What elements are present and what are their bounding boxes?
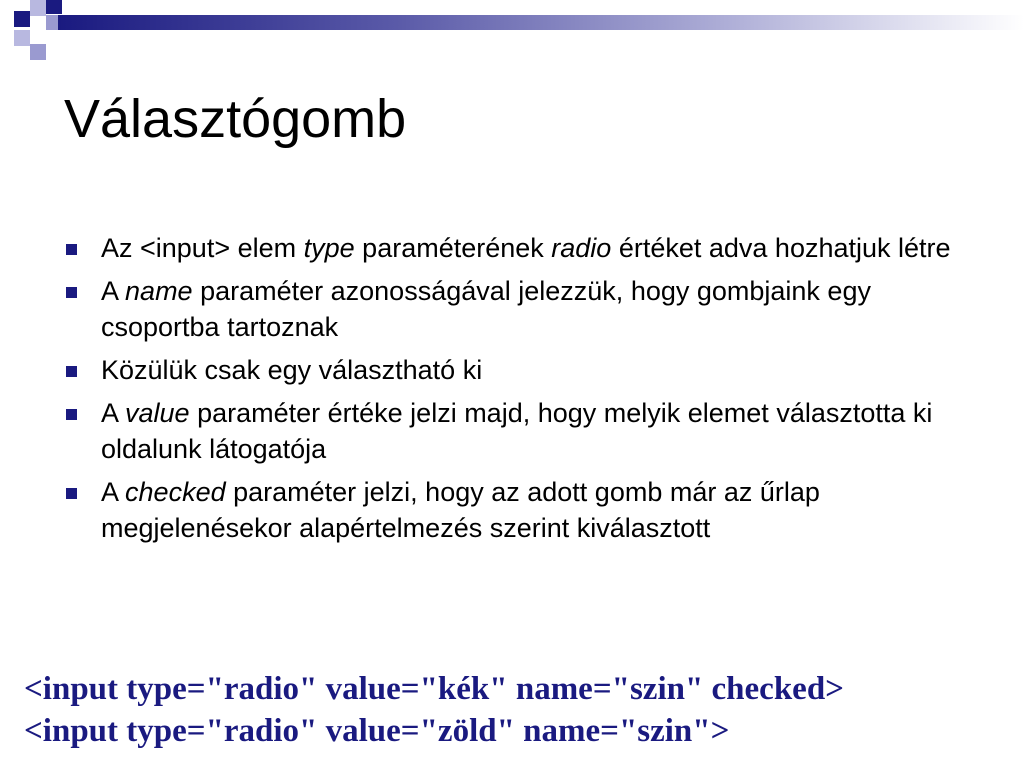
bullet-item: [62, 230, 962, 266]
corner-square-navy-1: [14, 11, 30, 27]
bullet-keyword: value: [125, 398, 190, 428]
corner-square-light-3: [14, 30, 30, 46]
bullet-text: paraméter értéke jelzi majd, hogy melyik elemet választotta ki oldalunk látogatója: [101, 398, 933, 464]
bullet-text: paraméter jelzi, hogy az adott gomb már az űrlap megjelenésekor alapértelmezés szerint kiválasztott: [101, 477, 820, 543]
code-line-1: <input type="radio" value="kék" name="szin" checked>: [24, 671, 844, 707]
corner-square-light-4: [30, 44, 46, 60]
corner-square-light-2: [46, 15, 58, 30]
slide-title: Választógomb: [64, 89, 407, 149]
bullet-item: [62, 474, 962, 546]
square-bullet-icon: [66, 366, 77, 377]
bullet-text: paraméterének: [354, 233, 552, 263]
square-bullet-icon: [66, 409, 77, 420]
bullet-keyword: type: [303, 233, 355, 263]
bullet-item: [62, 273, 962, 345]
header-gradient-bar: [58, 15, 1024, 30]
bullet-text: Közülük csak egy választható ki: [101, 355, 483, 385]
square-bullet-icon: [66, 287, 77, 298]
bullet-text: A: [101, 477, 126, 507]
code-line-2: <input type="radio" value="zöld" name="szin">: [24, 713, 730, 749]
square-bullet-icon: [66, 244, 77, 255]
bullet-text: értéket adva hozhatjuk létre: [611, 233, 951, 263]
bullet-text: Az <input> elem: [101, 233, 304, 263]
bullet-item: [62, 352, 962, 388]
corner-square-light-1: [30, 0, 46, 16]
bullet-keyword: checked: [125, 477, 226, 507]
bullet-keyword: radio: [551, 233, 612, 263]
corner-square-navy-2: [46, 0, 62, 14]
square-bullet-icon: [66, 488, 77, 499]
bullet-text: A: [101, 398, 126, 428]
bullet-item: [62, 395, 962, 467]
code-example: [24, 668, 844, 752]
bullet-list: [62, 230, 962, 553]
bullet-keyword: name: [125, 276, 193, 306]
bullet-text: A: [101, 276, 126, 306]
bullet-text: paraméter azonosságával jelezzük, hogy gombjaink egy csoportba tartoznak: [101, 276, 871, 342]
